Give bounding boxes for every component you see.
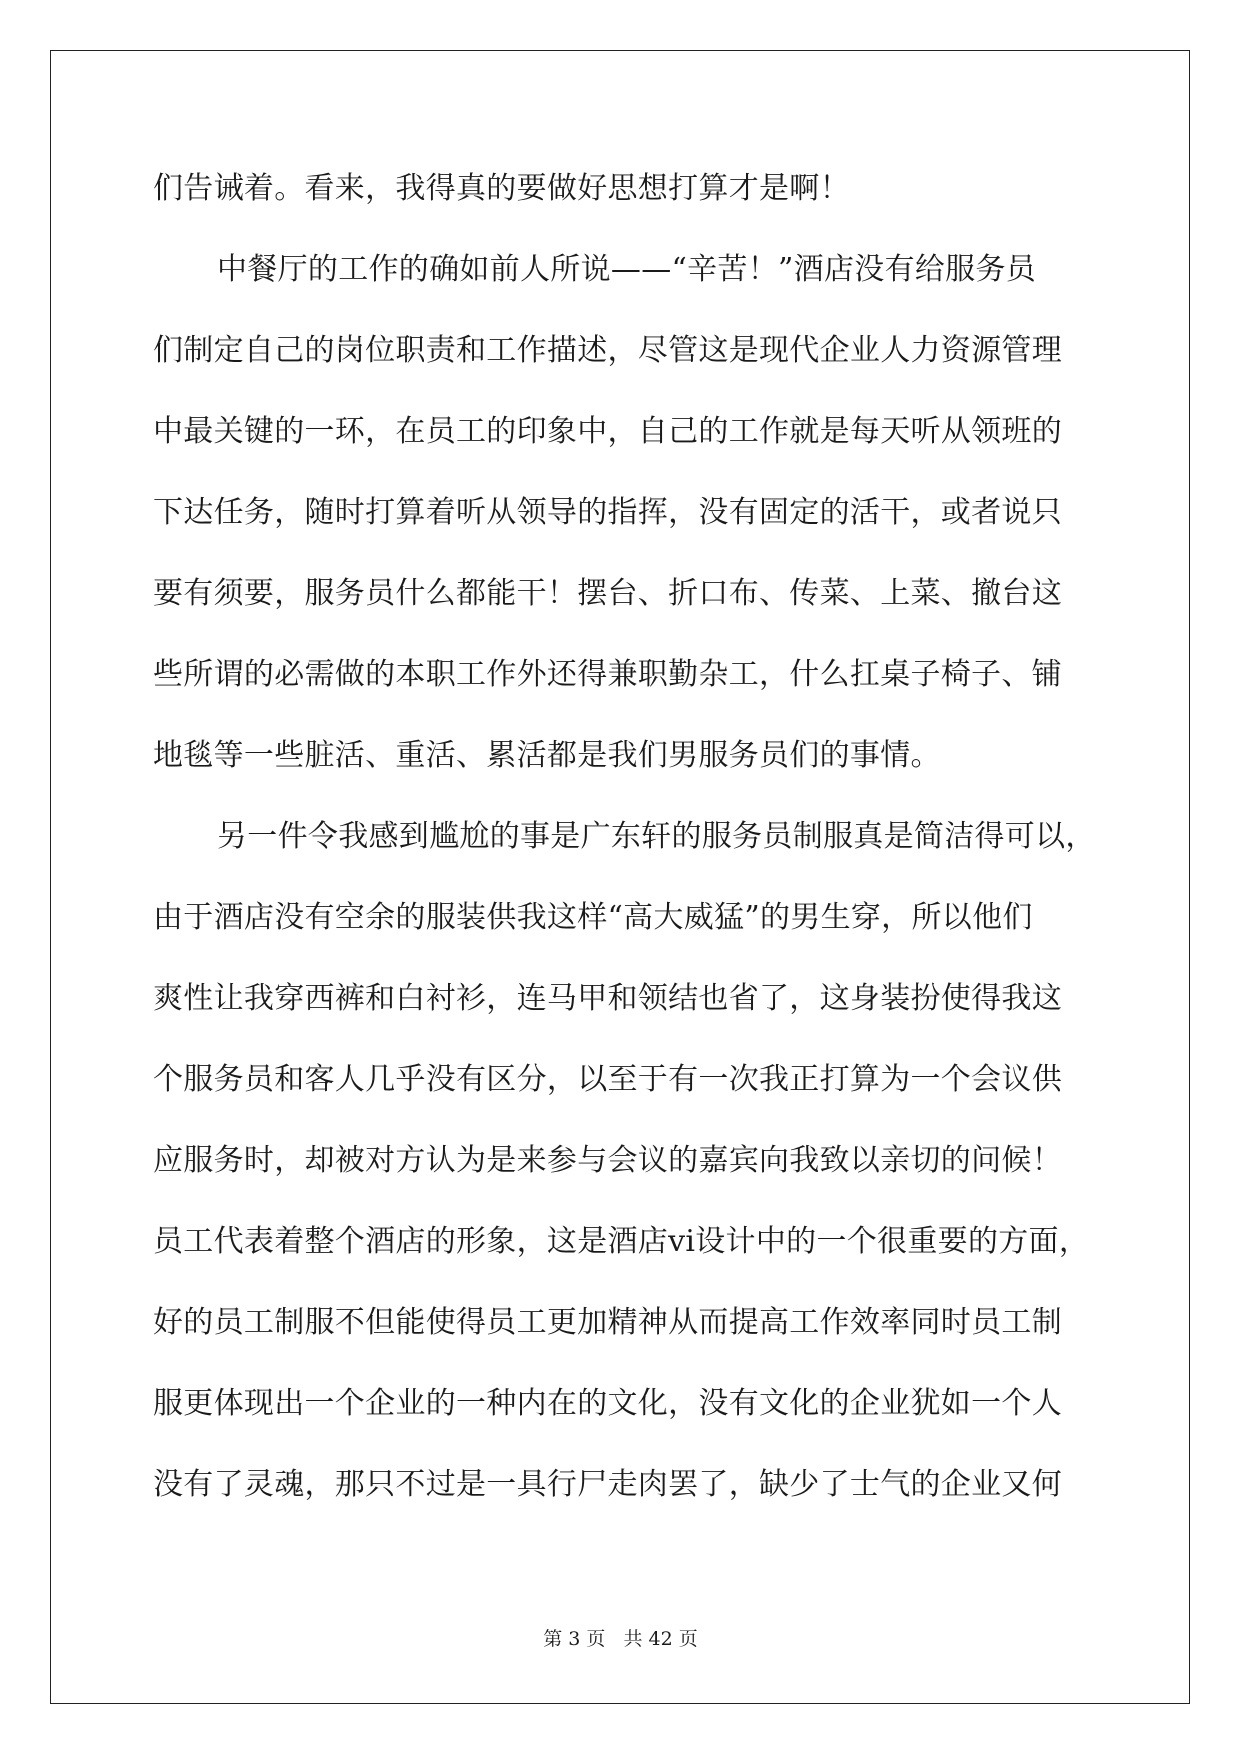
text-line: 另一件令我感到尴尬的事是广东轩的服务员制服真是简洁得可以， bbox=[217, 819, 1096, 854]
text-line: 由于酒店没有空余的服装供我这样“高大威猛”的男生穿，所以他们 bbox=[153, 900, 1033, 935]
text-line: 些所谓的必需做的本职工作外还得兼职勤杂工，什么扛桌子椅子、铺 bbox=[153, 657, 1062, 692]
text-line: 下达任务，随时打算着听从领导的指挥，没有固定的活干，或者说只 bbox=[153, 495, 1062, 530]
text-line: 要有须要，服务员什么都能干！摆台、折口布、传菜、上菜、撤台这 bbox=[153, 576, 1062, 611]
text-line: 好的员工制服不但能使得员工更加精神从而提高工作效率同时员工制 bbox=[153, 1305, 1062, 1340]
text-line: 员工代表着整个酒店的形象，这是酒店vi设计中的一个很重要的方面， bbox=[153, 1224, 1090, 1259]
page-number-total: 共 42 页 bbox=[623, 1628, 698, 1650]
text-line: 没有了灵魂，那只不过是一具行尸走肉罢了，缺少了士气的企业又何 bbox=[153, 1467, 1062, 1502]
document-body bbox=[153, 148, 1096, 1525]
text-line: 们制定自己的岗位职责和工作描述，尽管这是现代企业人力资源管理 bbox=[153, 333, 1062, 368]
page-footer bbox=[0, 1624, 1241, 1651]
text-line: 爽性让我穿西裤和白衬衫，连马甲和领结也省了，这身装扮使得我这 bbox=[153, 981, 1062, 1016]
text-line: 应服务时，却被对方认为是来参与会议的嘉宾向我致以亲切的问候！ bbox=[153, 1143, 1062, 1178]
text-line: 中餐厅的工作的确如前人所说——“辛苦！”酒店没有给服务员 bbox=[217, 252, 1037, 287]
text-line: 中最关键的一环，在员工的印象中，自己的工作就是每天听从领班的 bbox=[153, 414, 1062, 449]
page-number-current: 第 3 页 bbox=[543, 1628, 606, 1650]
text-line: 们告诫着。看来，我得真的要做好思想打算才是啊！ bbox=[153, 171, 850, 206]
text-line: 个服务员和客人几乎没有区分，以至于有一次我正打算为一个会议供 bbox=[153, 1062, 1062, 1097]
text-line: 服更体现出一个企业的一种内在的文化，没有文化的企业犹如一个人 bbox=[153, 1386, 1062, 1421]
text-line: 地毯等一些脏活、重活、累活都是我们男服务员们的事情。 bbox=[153, 738, 941, 773]
